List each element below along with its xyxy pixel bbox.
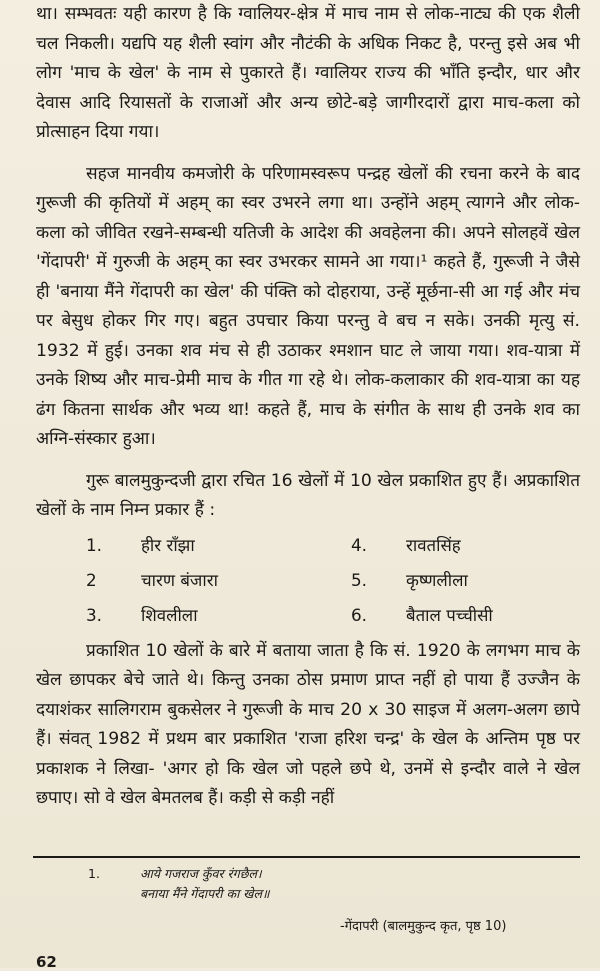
footnote-line-2: बनाया मैंने गेंदापरी का खेल॥	[140, 886, 270, 901]
body-text	[36, 0, 580, 814]
paragraph-3: गुरू बालमुकुन्दजी द्वारा रचित 16 खेलों में 10 खेल प्रकाशित हुए हैं। अप्रकाशित खेलों के नाम निम्न प्रकार हैं :	[36, 470, 580, 520]
footnote-number: 1.	[88, 866, 100, 881]
footnote-divider	[33, 856, 580, 858]
list-item-number: 5.	[351, 569, 368, 590]
list-item-name: कृष्णलीला	[406, 569, 468, 590]
list-item-name: शिवलीला	[141, 604, 198, 625]
list-item-name: बैताल पच्चीसी	[406, 604, 493, 625]
list-item-number: 4.	[351, 534, 368, 555]
list-item-number: 1.	[86, 534, 103, 555]
footnote-source: -गेंदापरी (बालमुकुन्द कृत, पृष्ठ 10)	[340, 919, 507, 934]
paragraph-4: प्रकाशित 10 खेलों के बारे में बताया जाता है कि सं. 1920 के लगभग माच के खेल छापकर बेचे जाते थे। किन्तु उनका ठोस प्रमाण प्राप्त नहीं हो पाया हैं उज्जैन के दयाशंकर सालिगराम बुकसेलर ने गुरूजी के माच 20 x 30 साइज में अलग-अलग छापे हैं। संवत् 1982 में प्रथम बार प्रकाशित 'राजा हरिश चन्द्र' के खेल के अन्तिम पृष्ठ पर प्रकाशक ने लिखा- 'अगर हो कि खेल जो पहले छपे थे, उनमें से इन्दौर वाले ने खेल छपाए। सो वे खेल बेमतलब हैं। कड़ी से कड़ी नहीं	[36, 640, 580, 808]
paragraph-1: था। सम्भवतः यही कारण है कि ग्वालियर-क्षेत्र में माच नाम से लोक-नाट्य की एक शैली चल निकली। यद्यपि यह शैली स्वांग और नौटंकी के अधिक निकट है, परन्तु इसे अब भी लोग 'माच के खेल' के नाम से पुकारते हैं। ग्वालियर राज्य की भाँति इन्दौर, धार और देवास आदि रियासतों के राजाओं और अन्य छोटे-बड़े जागीरदारों द्वारा माच-कला को प्रोत्साहन दिया गया।	[36, 4, 580, 142]
footnote-line-1: आये गजराज कुँवर रंगछैल।	[140, 866, 262, 881]
list-item-number: 3.	[86, 604, 103, 625]
unpublished-plays-list	[86, 528, 580, 633]
list-item-number: 6.	[351, 604, 368, 625]
paragraph-2: सहज मानवीय कमजोरी के परिणामस्वरूप पन्द्रह खेलों की रचना करने के बाद गुरूजी की कृतियों में अहम् का स्वर उभरने लगा था। उन्होंने अहम् त्यागने और लोक-कला को जीवित रखने-सम्बन्धी यतिजी के आदेश की अवहेलना की। अपने सोलहवें खेल 'गेंदापरी' में गुरुजी के अहम् का स्वर उभरकर सामने आ गया।¹ कहते हैं, गुरूजी ने जैसे ही 'बनाया मैंने गेंदापरी का खेल' की पंक्ति को दोहराया, उन्हें मूर्छना-सी आ गई और मंच पर बेसुध होकर गिर गए। बहुत उपचार किया परन्तु वे बच न सके। उनकी मृत्यु सं. 1932 में हुई। उनका शव मंच से ही उठाकर श्मशान घाट ले जाया गया। शव-यात्रा में उनके शिष्य और माच-प्रेमी माच के गीत गा रहे थे। लोक-कलाकार की शव-यात्रा का यह ढंग कितना सार्थक और भव्य था! कहते हैं, माच के संगीत के साथ ही उनके शव का अग्नि-संस्कार हुआ।	[36, 163, 580, 449]
footnote	[88, 864, 270, 904]
list-item-name: रावतसिंह	[406, 534, 461, 555]
page-number: 62	[36, 953, 57, 971]
list-item-name: हीर राँझा	[141, 534, 195, 555]
list-item-number: 2	[86, 569, 97, 590]
list-item-name: चारण बंजारा	[141, 569, 218, 590]
